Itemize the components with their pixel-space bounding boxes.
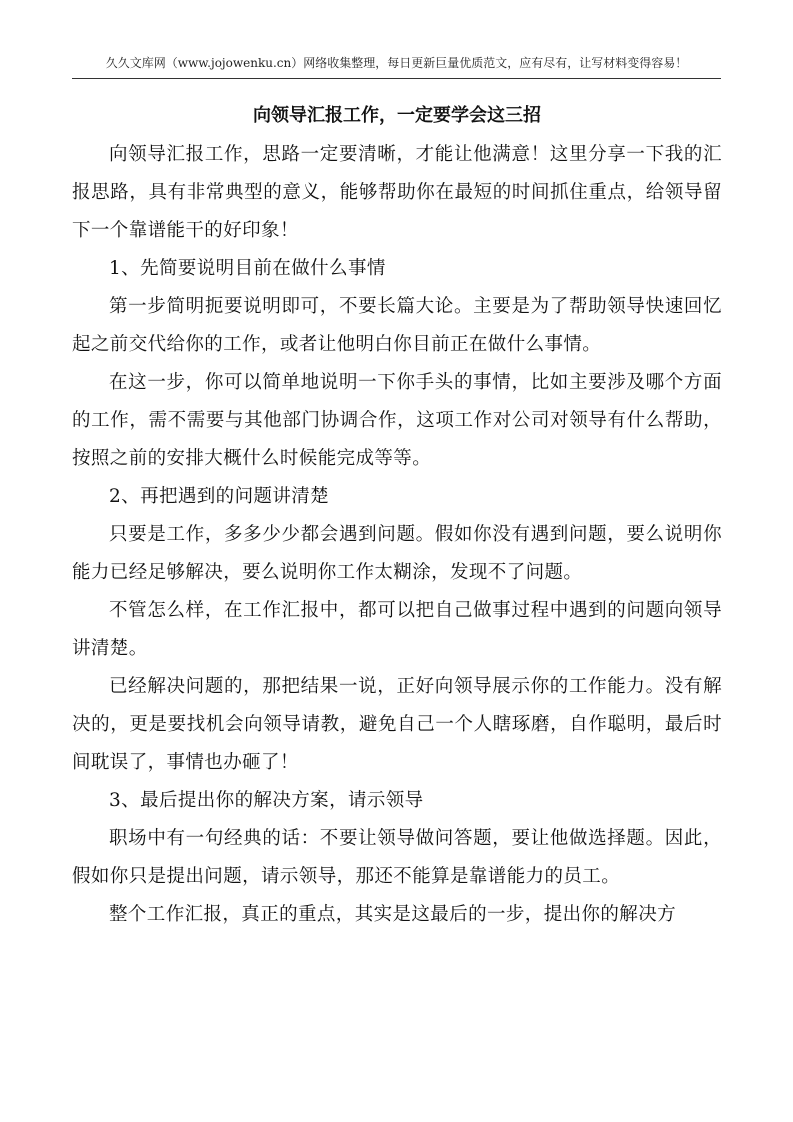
document-title: 向领导汇报工作，一定要学会这三招	[253, 105, 541, 126]
paragraph-intro: 向领导汇报工作，思路一定要清晰，才能让他满意！这里分享一下我的汇报思路，具有非常典型的意义，能够帮助你在最短的时间抓住重点，给领导留下一个靠谱能干的好印象！	[72, 144, 722, 241]
paragraph: 职场中有一句经典的话：不要让领导做问答题，要让他做选择题。因此，假如你只是提出问题，请示领导，那还不能算是靠谱能力的员工。	[72, 828, 722, 887]
paragraph: 已经解决问题的，那把结果一说，正好向领导展示你的工作能力。没有解决的，更是要找机会向领导请教，避免自己一个人瞎琢磨，自作聪明，最后时间耽误了，事情也办砸了！	[72, 676, 722, 773]
section-heading-3: 3、最后提出你的解决方案，请示领导	[109, 790, 424, 811]
page-header: 久久文库网（www.jojowenku.cn）网络收集整理，每日更新巨量优质范文，应有尽有，让写材料变得容易！	[105, 56, 688, 70]
document-body	[72, 102, 722, 934]
header-divider	[72, 78, 721, 79]
paragraph: 在这一步，你可以简单地说明一下你手头的事情，比如主要涉及哪个方面的工作，需不需要与其他部门协调合作，这项工作对公司对领导有什么帮助，按照之前的安排大概什么时候能完成等等。	[72, 372, 722, 469]
paragraph: 整个工作汇报，真正的重点，其实是这最后的一步，提出你的解决方	[109, 904, 677, 925]
paragraph: 只要是工作，多多少少都会遇到问题。假如你没有遇到问题，要么说明你能力已经足够解决，要么说明你工作太糊涂，发现不了问题。	[72, 524, 722, 583]
paragraph: 不管怎么样，在工作汇报中，都可以把自己做事过程中遇到的问题向领导讲清楚。	[72, 600, 722, 659]
paragraph: 第一步简明扼要说明即可，不要长篇大论。主要是为了帮助领导快速回忆起之前交代给你的工作，或者让他明白你目前正在做什么事情。	[72, 296, 722, 355]
section-heading-1: 1、先简要说明目前在做什么事情	[109, 258, 386, 279]
section-heading-2: 2、再把遇到的问题讲清楚	[109, 486, 330, 507]
